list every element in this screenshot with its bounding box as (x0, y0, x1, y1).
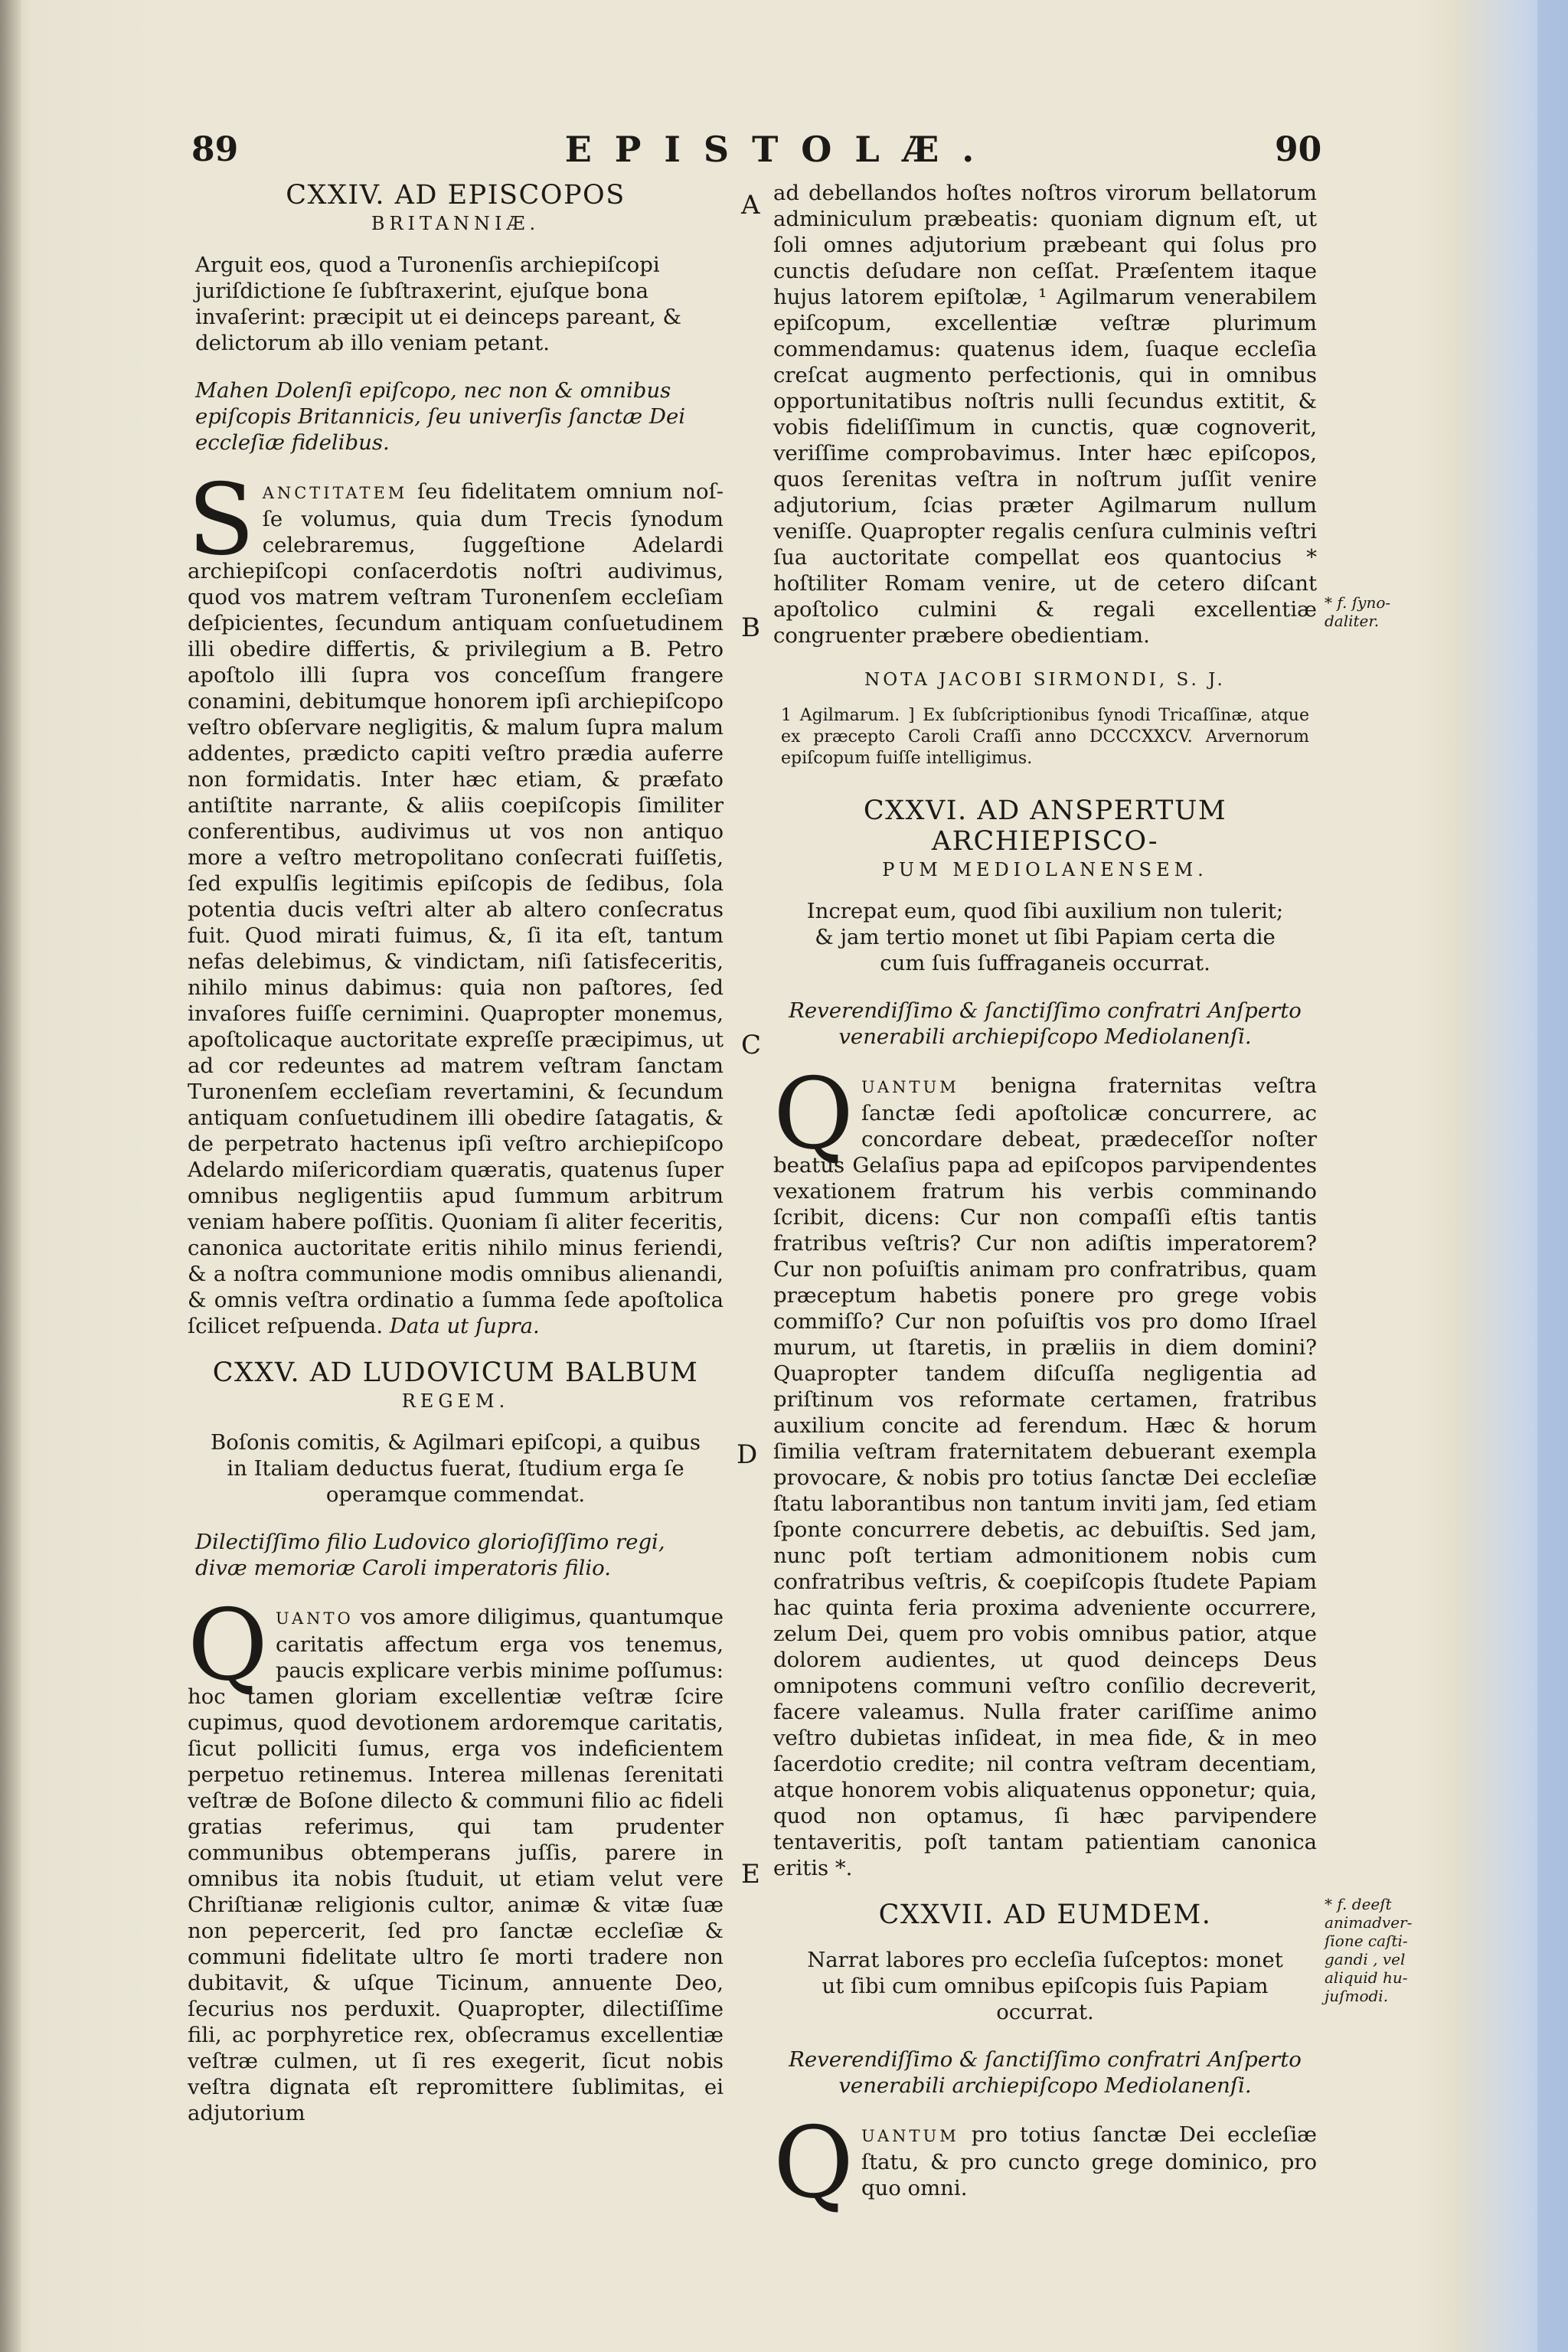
lead-word: UANTUM (861, 2127, 959, 2145)
letter-126-address: Reverendiſſimo & ſanctiſſimo confratri Anſperto venerabili archiepiſcopo Mediolanenſi. (789, 998, 1302, 1049)
letter-124-subtitle: BRITANNIÆ. (371, 213, 541, 234)
letter-126-subtitle: PUM MEDIOLANENSEM. (882, 859, 1208, 880)
drop-cap: Q (773, 2106, 854, 2220)
margin-letter-b: B (741, 612, 760, 643)
letter-125-continued: ad debellandos hoſtes noſtros virorum bellatorum adminiculum præbeatis: quoniam dignum eſt, ut ſoli omnes adjutorium præbeant qui ſolus pro cunctis deſudare non ceſſat. Præſentem itaque hujus latorem epiſtolæ, ¹ Agilmarum venerabilem epiſcopum, excellentiæ veſtræ plurimum commendamus: quatenus idem, ſuaque eccleſia creſcat augmento perfectionis, qui in omnibus opportunitatibus noſtris nulli ſecundus extitit, & vobis fideliſſimum in cunctis, quæ cognoverit, veriſſime comprobavimus. Inter hæc epiſcopos, quos ſerenitas veſtra in noſtrum juſſit venire adjutorium, ſcias præter Agilmarum nullum veniſſe. Quapropter regalis cenſura culminis veſtri ſua auctoritate compellat eos quantocius * hoſtiliter Romam venire, ut de cetero diſcant apoſtolico culmini & regali excellentiæ congruenter præbere obedientiam. (773, 181, 1317, 648)
letter-127-body (773, 2106, 1317, 2220)
letter-125-subtitle: REGEM. (401, 1390, 510, 1412)
letter-124-text: ſeu fidelitatem omnium noſ- ſe volumus, quia dum Trecis ſynodum celebraremus, ſuggeſtione Adelardi archiepiſcopi conſacerdotis noſtri audivimus, quod vos matrem veſtram Turonenſem eccleſiam deſpicientes, ſecundum antiquam conſuetudinem illi obedire differtis, & privilegium a B. Petro apoſtolo illi ſupra vos conceſſum frangere conamini, debitumque honorem ipſi archiepiſcopo veſtro obſervare negligitis, & malum ſupra malum addentes, prædicto capiti veſtro prædia auferre non formidatis. Inter hæc etiam, & præfato antiſtite narrante, & aliis coepiſcopis ſimiliter conferentibus, audivimus ut vos non antiquo more a veſtro metropolitano conſecrati fuiſſetis, ſed expulſis legitimis epiſcopis de ſedibus, ſola potentia ducis veſtri alter ab altero conſecratus fuit. Quod mirati fuimus, &, ſi ita eſt, tantum nefas delebimus, & vindictam, niſi ſatisfeceritis, nihilo minus dabimus: quia non paſtores, ſed invaſores fuiſſe cernimini. Quapropter monemus, apoſtolicaque auctoritate expreſſe præcipimus, ut ad cor redeuntes ad matrem veſtram ſanctam Turonenſem eccleſiam revertamini, & ſecundum antiquam conſuetudinem illi obedire ſatagatis, & de perpetrato hactenus ipſi veſtro archiepiſcopo Adelardo miſericordiam quæratis, quatenus ſuper omnibus negligentiis apud ſummum arbitrum veniam habere poſſitis. Quoniam ſi aliter feceritis, canonica auctoritate eritis nihilo minus feriendi, & a noſtra communione modis omnibus alienandi, & omnis veſtra ordinatio a ſumma ſede apoſtolica ſcilicet reſpuenda. (188, 479, 724, 1338)
left-column (188, 180, 724, 2145)
lead-word: UANTO (275, 1609, 354, 1628)
letter-126-summary: Increpat eum, quod ſibi auxilium non tulerit; & jam tertio monet ut ſibi Papiam certa die cum ſuis ſuffraganeis occurrat. (806, 899, 1284, 975)
background-edge (1537, 0, 1568, 2352)
page-number-right: 90 (1275, 130, 1322, 169)
letter-126-body (773, 1057, 1317, 1881)
page-number-left: 89 (191, 130, 239, 169)
letter-127-text: pro totius ſanctæ Dei eccleſiæ ſtatu, & pro cuncto grege dominico, pro quo omni. (861, 2122, 1317, 2200)
letter-125-body (188, 1589, 724, 2126)
running-head: EPISTOLÆ. (564, 129, 998, 170)
letter-125-title: CXXV. AD LUDOVICUM BALBUM (212, 1357, 699, 1388)
drop-cap: S (188, 463, 255, 577)
letter-127-title: CXXVII. AD EUMDEM. (878, 1900, 1212, 1930)
letter-124-closing: Data ut ſupra. (389, 1314, 540, 1338)
margin-letter-c: C (741, 1030, 762, 1060)
side-note: * f. ſyno-daliter. (1325, 593, 1391, 630)
drop-cap: Q (773, 1057, 854, 1171)
right-column (773, 180, 1317, 2220)
letter-126-text: benigna fraternitas veſtra ſanctæ ſedi apoſtolicæ concurrere, ac concordare debeat, prædeceſſor noſter beatus Gelaſius papa ad epiſcopos parvipendentes vexationem fratrum his verbis comminando ſcribit, dicens: Cur non compaſſi eſtis tantis fratribus veſtris? Cur non adiſtis imperatorem? Cur non poſuiſtis animam pro confratribus, quam præceptum habetis ponere pro grege vobis commiſſo? Cur non poſuiſtis vos pro domo Iſrael murum, ut ſtaretis, in præliis in diem domini? Quapropter tandem diſcuſſa negligentia ad priſtinum vos reformate certamen, fratribus auxilium concite ad ferendum. Hæc & horum ſimilia veſtram fraternitatem debuerant exempla provocare, & nobis pro totius ſanctæ Dei eccleſiæ ſtatu laborantibus non tantum inviti jam, ſed etiam ſponte concurrere debetis, ac debuiſtis. Sed jam, nunc poſt tertiam admonitionem nobis cum confratribus veſtris, & coepiſcopis ſtudete Papiam hac quinta feria proxima adveniente occurrere, zelum Dei, quem pro vobis omnibus patior, atque dolorem audientes, ut quod deinceps Deus omnipotens communi veſtro conſilio decreverit, facere valeamus. Nulla frater cariſſime animo veſtro dubietas inſideat, in mea fide, & in meo ſacerdotio credite; nil contra veſtram decentiam, atque honorem vobis aliquatenus opponetur; quia, quod non optamus, ſi hæc parvipendere tentaveritis, poſt tantam patientiam canonica eritis *. (773, 1073, 1317, 1880)
letter-127-address: Reverendiſſimo & ſanctiſſimo confratri Anſperto venerabili archiepiſcopo Mediolanenſi. (789, 2047, 1302, 2098)
lead-word: ANCTITATEM (262, 484, 408, 502)
letter-125-text: vos amore diligimus, quantumque caritatis affectum erga vos tenemus, paucis explicare verbis minime poſſumus: hoc tamen gloriam excellentiæ veſtræ ſcire cupimus, quod devotionem ardoremque caritatis, ſicut polliciti ſumus, erga vos indeficientem perpetuo retinemus. Interea millenas ſerenitati veſtræ de Boſone dilecto & communi filio ac fideli gratias referimus, qui tam prudenter communibus obtemperans juſſis, parere in omnibus ita nobis ſtuduit, ut etiam velut vere Chriſtianæ religionis cultor, animæ & vitæ ſuæ non pepercerit, ſed pro ſanctæ eccleſiæ & communi fidelitate ultro ſe morti tradere non dubitavit, & uſque Ticinum, annuente Deo, ſecurius nos perduxit. Quapropter, dilectiſſime fili, ac porphyretice rex, obſecramus excellentiæ veſtræ culmen, ut ſi res exegerit, ſicut nobis veſtra dignata eſt repromittere ſublimitas, ei adjutorium (188, 1605, 724, 2125)
book-spine-shadow (0, 0, 21, 2352)
margin-letter-e: E (741, 1859, 760, 1890)
letter-124-title: CXXIV. AD EPISCOPOS (286, 180, 626, 211)
letter-124-summary: Arguit eos, quod a Turonenſis archiepiſcopi juriſdictione ſe ſubſtraxerint, ejuſque bona invaſerint: præcipit ut ei deinceps pareant, & delictorum ab illo veniam petant. (195, 253, 681, 355)
note-text: 1 Agilmarum. ] Ex ſubſcriptionibus ſynodi Tricaſſinæ, atque ex præcepto Caroli Craſſi anno DCCCXXCV. Arvernorum epiſcopum fuiſſe intelligimus. (781, 706, 1309, 768)
margin-letter-a: A (741, 190, 760, 220)
margin-letter-d: D (737, 1439, 758, 1470)
letter-125-summary: Boſonis comitis, & Agilmari epiſcopi, a quibus in Italiam deductus fuerat, ſtudium erga ſe operamque commendat. (211, 1430, 701, 1507)
drop-cap: Q (188, 1589, 268, 1703)
letter-125-address: Dilectiſſimo filio Ludovico glorioſiſſimo regi, divæ memoriæ Caroli imperatoris filio. (195, 1530, 665, 1580)
letter-127-summary: Narrat labores pro eccleſia ſuſceptos: monet ut ſibi cum omnibus epiſcopis ſuis Papiam occurrat. (807, 1948, 1283, 2024)
lead-word: UANTUM (861, 1078, 959, 1096)
letter-124-address: Mahen Dolenſi epiſcopo, nec non & omnibus epiſcopis Britannicis, ſeu univerſis ſanctæ Dei eccleſiæ fidelibus. (195, 378, 686, 455)
letter-126-title: CXXVI. AD ANSPERTUM ARCHIEPISCO- (863, 795, 1227, 857)
letter-124-body (188, 463, 724, 1339)
side-note: * f. deeſt animadver-ſione caſti-gandi , vel aliquid hu-juſmodi. (1325, 1895, 1413, 2005)
note-heading: NOTA JACOBI SIRMONDI, S. J. (864, 670, 1226, 690)
